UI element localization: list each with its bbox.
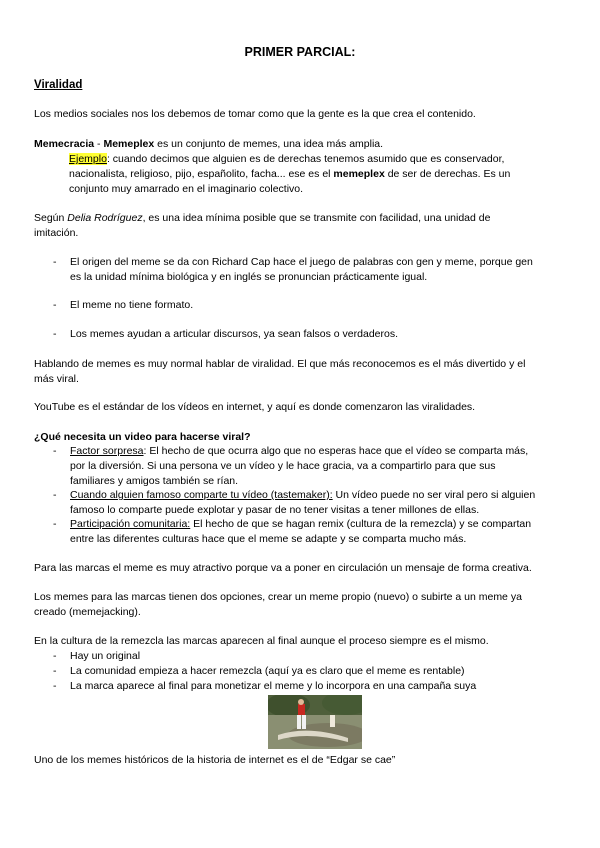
factor-label: Factor sorpresa	[70, 445, 144, 457]
list-item	[53, 488, 536, 518]
edgar-paragraph: Uno de los memes históricos de la historia de internet es el de “Edgar se cae”	[34, 754, 396, 766]
segun-text: , es una idea mínima posible que se transmite con facilidad, una unidad de	[142, 212, 491, 224]
memeplex-term: Memeplex	[103, 138, 155, 150]
factor-text: Un vídeo puede no ser viral pero si alguien	[332, 489, 536, 501]
factor-label: Cuando alguien famoso comparte tu vídeo (tastemaker):	[70, 489, 333, 501]
list-item	[53, 298, 194, 313]
ejemplo-label: Ejemplo	[69, 153, 107, 165]
bullet-dash: -	[53, 299, 57, 311]
list-item-text: Los memes ayudan a articular discursos, ya sean falsos o verdaderos.	[70, 328, 398, 340]
list-item	[53, 679, 477, 694]
bullet-dash: -	[53, 256, 57, 268]
factor-text: por la diversión. Si una persona ve un vídeo y le hace gracia, va a compartirlo para que sus	[70, 460, 496, 472]
bullet-dash: -	[53, 445, 57, 457]
factor-text: entre las diferentes culturas hace que el meme se adapte y se comparta mucho más.	[70, 533, 467, 545]
ejemplo-memeplex: memeplex	[333, 168, 385, 180]
segun-prefix: Según	[34, 212, 68, 224]
factor-text: : El hecho de que ocurra algo que no esperas hace que el vídeo se comparta más,	[143, 445, 529, 457]
opciones-line-2: creado (memejacking).	[34, 606, 141, 618]
ejemplo-line-3: conjunto muy amarrado en el imaginario colectivo.	[69, 183, 304, 195]
list-item	[53, 649, 141, 664]
intro-paragraph: Los medios sociales nos los debemos de tomar como que la gente es la que crea el contenido.	[34, 108, 476, 120]
ejemplo-text: : cuando decimos que alguien es de derechas tenemos asumido que es conservador,	[106, 153, 505, 165]
section-heading: Viralidad	[34, 79, 83, 91]
ejemplo-line-1	[69, 152, 504, 167]
hablando-line-2: más viral.	[34, 373, 79, 385]
list-item	[53, 517, 532, 547]
opciones-line-1: Los memes para las marcas tienen dos opciones, crear un meme propio (nuevo) o subirte a un meme ya	[34, 591, 522, 603]
list-item-text: Hay un original	[70, 650, 141, 662]
list-item-text: La comunidad empieza a hacer remezcla (aquí ya es claro que el meme es rentable)	[70, 665, 465, 677]
viral-question: ¿Qué necesita un video para hacerse viral?	[34, 431, 251, 443]
edgar-meme-photo	[268, 695, 362, 749]
bullet-dash: -	[53, 328, 57, 340]
list-item-text: El meme no tiene formato.	[70, 299, 194, 311]
factor-text: famoso lo comparte puede explotar y pasar de no tener visitas a tener millones de ellas.	[70, 504, 480, 516]
hablando-line-1: Hablando de memes es muy normal hablar de viralidad. El que más reconocemos es el más divertido y el	[34, 358, 526, 370]
list-item-text: es la unidad mínima biológica y en inglés se pronuncian prácticamente igual.	[70, 271, 428, 283]
list-item-text: La marca aparece al final para monetizar el meme y lo incorpora en una campaña suya	[70, 680, 477, 692]
factor-label: Participación comunitaria:	[70, 518, 191, 530]
factor-text: El hecho de que se hagan remix (cultura de la remezcla) y se compartan	[190, 518, 532, 530]
memeplex-definition: es un conjunto de memes, una idea más amplia.	[154, 138, 384, 150]
bullet-dash: -	[53, 680, 57, 692]
page-title: PRIMER PARCIAL:	[244, 45, 356, 59]
segun-author: Delia Rodríguez	[67, 212, 143, 224]
bullet-dash: -	[53, 518, 57, 530]
ejemplo-text: nacionalista, religioso, pijo, españolito, facha... ese es el	[69, 168, 334, 180]
ejemplo-line-2	[69, 167, 510, 182]
ejemplo-text: de ser de derechas. Es un	[384, 168, 511, 180]
segun-line-1	[34, 211, 490, 226]
list-item	[53, 664, 465, 679]
list-item-text: El origen del meme se da con Richard Cap hace el juego de palabras con gen y meme, porque gen	[70, 256, 533, 268]
remezcla-paragraph: En la cultura de la remezcla las marcas aparecen al final aunque el proceso siempre es el mismo.	[34, 635, 489, 647]
memecracia-definition	[34, 137, 383, 152]
marcas-paragraph: Para las marcas el meme es muy atractivo porque va a poner en circulación un mensaje de forma creativa.	[34, 562, 532, 574]
youtube-paragraph: YouTube es el estándar de los vídeos en internet, y aquí es donde comenzaron las viralidades.	[34, 401, 476, 413]
bullet-dash: -	[53, 650, 57, 662]
bullet-dash: -	[53, 489, 57, 501]
list-item	[53, 444, 529, 489]
bullet-dash: -	[53, 665, 57, 677]
segun-line-2: imitación.	[34, 227, 79, 239]
factor-text: familiares y amigos también se rían.	[70, 475, 239, 487]
memecracia-separator: -	[94, 138, 104, 150]
memecracia-term: Memecracia	[34, 138, 95, 150]
list-item	[53, 255, 533, 285]
list-item	[53, 327, 398, 342]
